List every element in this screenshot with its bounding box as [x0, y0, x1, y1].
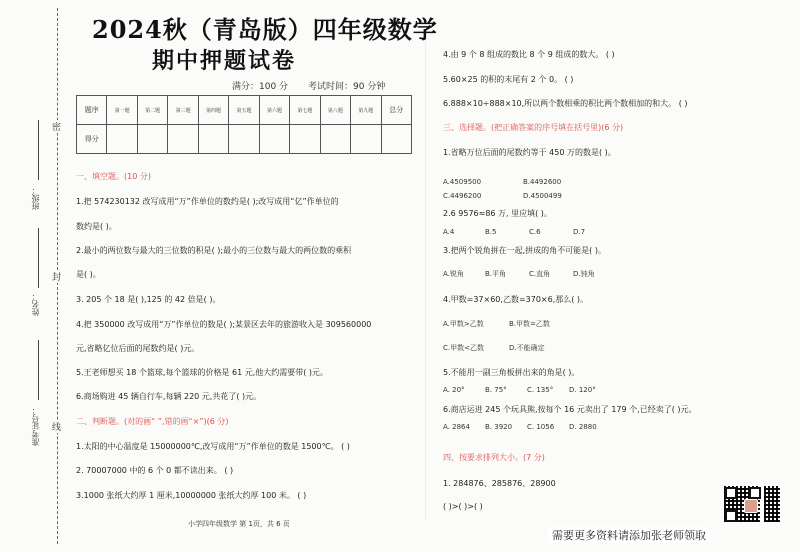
option: D.不能确定: [509, 344, 545, 352]
score-table-score-row: [77, 125, 412, 154]
score-cell[interactable]: [107, 125, 137, 154]
score-cell[interactable]: [381, 125, 411, 154]
table-cell: 第七题: [290, 96, 320, 125]
answer-blanks: ( )>( )>( ): [443, 502, 483, 511]
option-row: [443, 269, 595, 279]
option: B.甲数=乙数: [509, 320, 550, 328]
table-cell: 第一题: [107, 96, 137, 125]
section-heading: 四、按要求排列大小。(7 分): [443, 453, 545, 462]
question-text: 4.甲数=37×60,乙数=370×6,那么( )。: [443, 295, 589, 304]
section-heading: 三、选择题。(把正确答案的序号填在括号里)(6 分): [443, 123, 624, 132]
score-cell[interactable]: [320, 125, 350, 154]
question-text: 6.商场购进 45 辆自行车,每辆 220 元,共花了( )元。: [76, 392, 262, 401]
option: B. 75°: [485, 386, 507, 394]
table-cell: 第三题: [168, 96, 198, 125]
question-text: 1.太阳的中心温度是 15000000℃,改写成用“万”作单位的数是 1500℃。 ( ): [76, 442, 350, 451]
score-table-header-row: [77, 96, 412, 125]
question-text: 5.不能用一副三角板拼出来的角是( )。: [443, 368, 580, 377]
table-cell: 第二题: [137, 96, 167, 125]
column-divider: [425, 40, 426, 520]
option: A. 20°: [443, 386, 465, 394]
table-cell: 总分: [381, 96, 411, 125]
question-text: 4.由 9 个 8 组成的数比 8 个 9 组成的数大。 ( ): [443, 50, 615, 59]
question-text: 2. 70007000 中的 6 个 0 都不读出来。 ( ): [76, 466, 234, 475]
option: D.钝角: [573, 270, 595, 278]
avatar: [744, 499, 758, 513]
question-text: 2.最小的两位数与最大的三位数的积是( );最小的三位数与最大的两位数的乘积: [76, 246, 352, 255]
table-cell: 题序: [77, 96, 107, 125]
score-cell[interactable]: [168, 125, 198, 154]
option: C. 1056: [527, 423, 555, 431]
question-text: 1.省略万位后面的尾数约等于 450 万的数是( )。: [443, 148, 616, 157]
score-cell[interactable]: [198, 125, 228, 154]
option-row: [443, 423, 597, 431]
option: B.5: [485, 228, 497, 236]
exam-time: 考试时间：90 分钟: [308, 82, 386, 92]
promo-banner[interactable]: 需要更多资料请添加张老师领取: [548, 527, 710, 543]
page-title: 2024秋（青岛版）四年级数学: [92, 15, 438, 44]
name-underline: [38, 228, 39, 288]
question-text: 元,省略亿位后面的尾数约是( )元。: [76, 344, 200, 353]
question-text: 1.把 574230132 改写成用“万”作单位的数约是( );改写成用“亿”作单位的: [76, 197, 339, 206]
name-label: 姓名：: [31, 292, 40, 316]
option: A.4509500: [443, 178, 482, 186]
question-text: 是( )。: [76, 270, 101, 279]
qr-corner-icon: [749, 487, 761, 499]
qr-code-icon: [764, 486, 780, 522]
score-cell[interactable]: [229, 125, 259, 154]
score-cell[interactable]: [137, 125, 167, 154]
question-text: 3. 205 个 18 是( ),125 的 42 倍是( )。: [76, 295, 221, 304]
table-cell: 第九题: [351, 96, 381, 125]
question-text: 1. 284876、285876、28900: [443, 479, 556, 488]
option: C. 135°: [527, 386, 554, 394]
option: D. 120°: [569, 386, 596, 394]
table-cell: 第八题: [320, 96, 350, 125]
score-cell[interactable]: [290, 125, 320, 154]
option: B.平角: [485, 270, 507, 278]
page-subtitle: 期中押题试卷: [152, 48, 297, 74]
question-text: 3.把两个锐角拼在一起,拼成的角不可能是( )。: [443, 246, 606, 255]
seal-char: 密: [52, 120, 61, 133]
question-text: 3.1000 张纸大约厚 1 厘米,10000000 张纸大约厚 100 米。 ( ): [76, 491, 307, 500]
question-text: 2.6 9576≈86 万, 里应填( )。: [443, 209, 552, 218]
binding-margin: [0, 0, 62, 552]
qr-corner-icon: [725, 510, 737, 522]
option: A.甲数>乙数: [443, 320, 484, 328]
qr-corner-icon: [725, 487, 737, 499]
question-text: 6.商店运进 245 个玩具熊,按每个 16 元卖出了 179 个,已经卖了( )元。: [443, 405, 697, 414]
class-underline: [38, 120, 39, 180]
option: C.甲数<乙数: [443, 344, 484, 352]
option: C.6: [529, 228, 541, 236]
table-cell: 第六题: [259, 96, 289, 125]
score-cell[interactable]: [351, 125, 381, 154]
option: A.4: [443, 228, 455, 236]
option: A. 2864: [443, 423, 470, 431]
option: C.4496200: [443, 192, 482, 200]
seal-char: 封: [52, 270, 61, 283]
table-cell: 得分: [77, 125, 107, 154]
option-row: [443, 343, 545, 353]
option: A.锐角: [443, 270, 464, 278]
score-cell[interactable]: [259, 125, 289, 154]
option-row: [443, 228, 585, 236]
question-text: 6.888×10÷888×10,所以两个数相乘的积比两个数相加的和大。 ( ): [443, 99, 688, 108]
option-row: [443, 319, 550, 329]
full-score: 满分：100 分: [232, 82, 289, 92]
class-label: 班级：: [31, 186, 40, 210]
option: D.7: [573, 228, 586, 236]
option: D. 2880: [569, 423, 597, 431]
option-row: [443, 386, 596, 394]
score-table: [76, 95, 412, 154]
section-heading: 一、填空题。(10 分): [76, 172, 151, 181]
question-text: 数约是( )。: [76, 222, 117, 231]
section-heading: 二、判断题。(对的画“ ”,错的画“×”)(6 分): [76, 417, 229, 426]
question-text: 5.王老师想买 18 个篮球,每个篮球的价格是 61 元,他大约需要带( )元。: [76, 368, 329, 377]
page-footer: 小学四年级数学 第 1页，共 6 页: [188, 520, 290, 528]
option: C.直角: [529, 270, 551, 278]
option-row: [443, 192, 562, 200]
option: D.4500499: [523, 192, 562, 200]
table-cell: 第四题: [198, 96, 228, 125]
option: B. 3920: [485, 423, 513, 431]
question-text: 4.把 350000 改写成用“万”作单位的数是( );某景区去年的旅游收入是 309560000: [76, 320, 372, 329]
ticket-label: 准考证号：: [31, 406, 40, 446]
seal-char: 线: [52, 420, 61, 433]
ticket-underline: [38, 340, 39, 400]
option-row: [443, 178, 561, 186]
option: B.4492600: [523, 178, 562, 186]
question-text: 5.60×25 的积的末尾有 2 个 0。 ( ): [443, 75, 574, 84]
table-cell: 第五题: [229, 96, 259, 125]
